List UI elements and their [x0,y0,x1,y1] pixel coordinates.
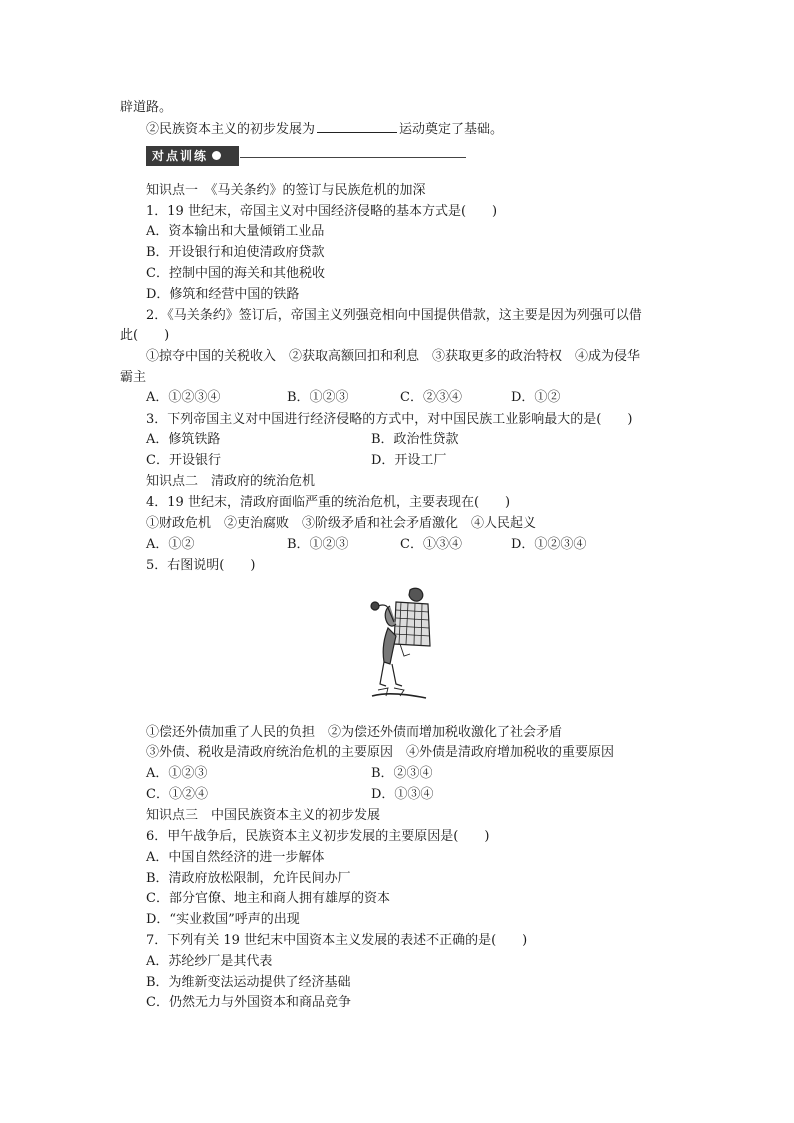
knowledge-point-heading: 知识点一 《马关条约》的签订与民族危机的加深 [146,183,426,198]
q3-option-d: D．开设工厂 [371,453,447,468]
section-badge [146,146,239,166]
q5-option-a: A．①②③ [146,766,208,781]
section-divider [240,157,466,158]
q7-option-b: B．为维新变法运动提供了经济基础 [146,975,351,990]
q3-option-b: B．政治性贷款 [371,432,459,447]
q2-option-b: B．①②③ [287,390,349,405]
q4-option-a: A．①② [146,537,195,552]
fill-in-prefix: ②民族资本主义的初步发展为 [146,122,316,137]
q4-option-d: D．①②③④ [511,537,587,552]
burdened-figure-illustration [366,584,434,708]
q3-option-a: A．修筑铁路 [146,432,221,447]
dot-icon [212,151,221,160]
q7-option-c: C．仍然无力与外国资本和商品竞争 [146,995,351,1010]
q4-option-c: C．①③④ [400,537,462,552]
fill-in-line [146,120,503,138]
q6-option-b: B．清政府放松限制，允许民间办厂 [146,871,351,886]
continuation-text: 辟道路。 [120,100,173,115]
question-2-cont: 此( ) [120,328,170,343]
question-1: 1．19 世纪末，帝国主义对中国经济侵略的基本方式是( ) [146,204,498,219]
q5-option-d: D．①③④ [371,787,434,802]
section-badge-label: 对点训练 [152,149,209,163]
question-5: 5．右图说明( ) [146,558,256,573]
question-6: 6．甲午战争后，民族资本主义初步发展的主要原因是( ) [146,829,490,844]
q2-statements-cont: 霸主 [120,370,147,385]
question-7: 7．下列有关 19 世纪末中国资本主义发展的表述不正确的是( ) [146,933,528,948]
q6-option-d: D．“实业救国”呼声的出现 [146,912,300,927]
q1-option-c: C．控制中国的海关和其他税收 [146,266,325,281]
q1-option-b: B．开设银行和迫使清政府贷款 [146,245,325,260]
question-3: 3．下列帝国主义对中国进行经济侵略的方式中，对中国民族工业影响最大的是( ) [146,412,633,427]
q5-option-c: C．①②④ [146,787,208,802]
q2-statements: ①掠夺中国的关税收入 ②获取高额回扣和利息 ③获取更多的政治特权 ④成为侵华 [146,349,641,364]
knowledge-point-heading: 知识点三 中国民族资本主义的初步发展 [146,808,381,823]
q3-option-c: C．开设银行 [146,453,221,468]
fill-in-suffix: 运动奠定了基础。 [399,122,504,137]
q2-option-d: D．①② [511,390,561,405]
knowledge-point-heading: 知识点二 清政府的统治危机 [146,474,316,489]
q7-option-a: A．苏纶纱厂是其代表 [146,954,273,969]
q4-option-b: B．①②③ [287,537,349,552]
q1-option-a: A．资本输出和大量倾销工业品 [146,224,325,239]
question-2: 2．《马关条约》签订后，帝国主义列强竞相向中国提供借款，这主要是因为列强可以借 [146,308,642,323]
q4-statements: ①财政危机 ②吏治腐败 ③阶级矛盾和社会矛盾激化 ④人民起义 [146,516,537,531]
q6-option-a: A．中国自然经济的进一步解体 [146,850,325,865]
q1-option-d: D．修筑和经营中国的铁路 [146,287,300,302]
q2-option-c: C．②③④ [400,390,462,405]
q6-option-c: C．部分官僚、地主和商人拥有雄厚的资本 [146,891,390,906]
q2-option-a: A．①②③④ [146,390,221,405]
q5-statements-2: ③外债、税收是清政府统治危机的主要原因 ④外债是清政府增加税收的重要原因 [146,745,615,760]
question-4: 4．19 世纪末，清政府面临严重的统治危机，主要表现在( ) [146,495,511,510]
q5-option-b: B．②③④ [371,766,433,781]
answer-blank [317,120,397,133]
q5-statements-1: ①偿还外债加重了人民的负担 ②为偿还外债而增加税收激化了社会矛盾 [146,725,563,740]
